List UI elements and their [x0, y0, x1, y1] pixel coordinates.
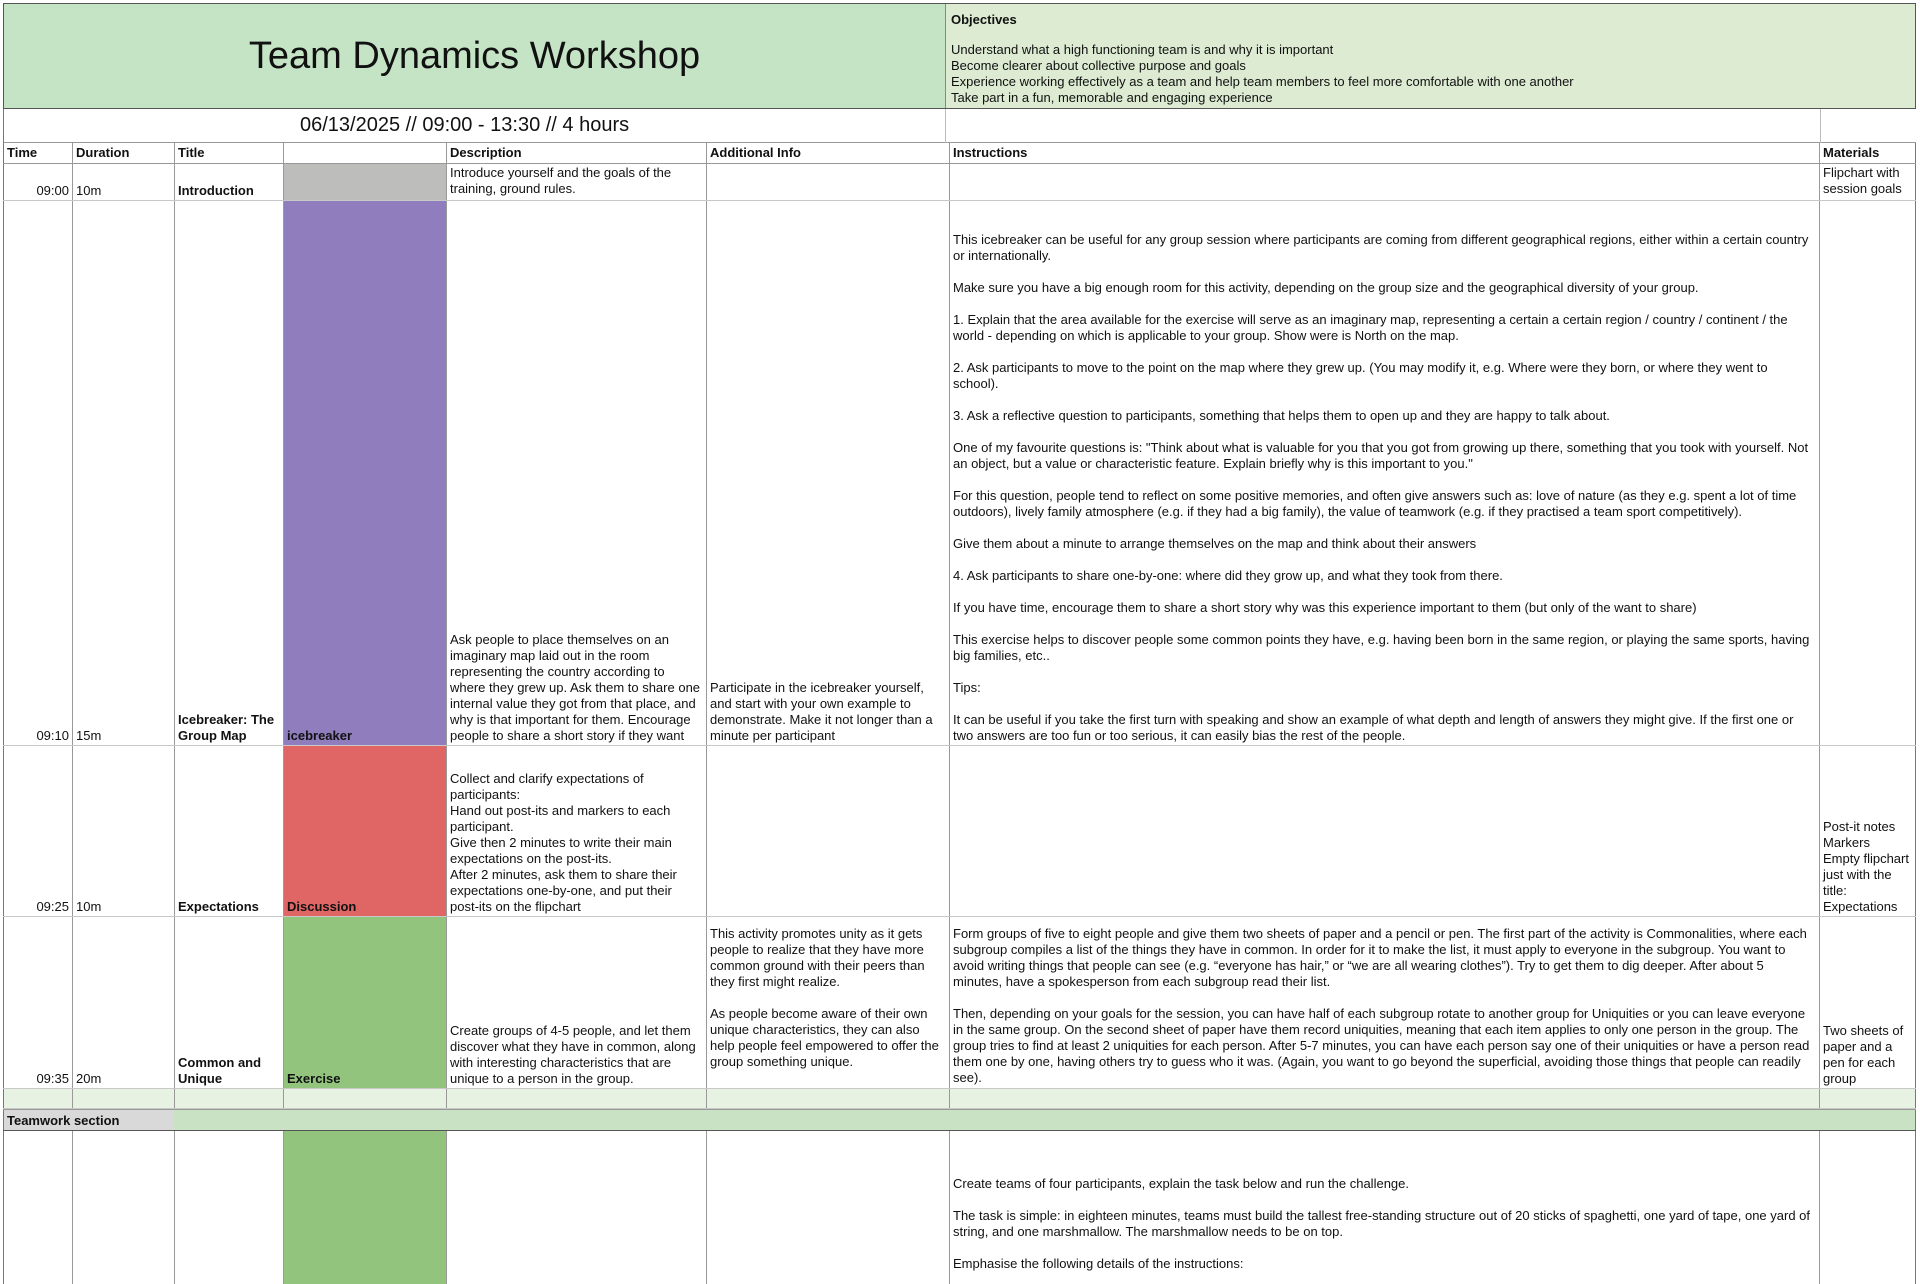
- instruction-paragraph: Make sure you have a big enough room for this activity, depending on the group size and the geographical diversity of your group.: [953, 280, 1699, 295]
- additional-info-paragraph: As people become aware of their own unique characteristics, they can also help people feel empowered to offer the group something unique.: [710, 1006, 939, 1069]
- instruction-paragraph: This exercise helps to discover people some common points they have, e.g. having been born in the same region, or playing the same sports, having big families, etc..: [953, 632, 1810, 663]
- instructions-cell[interactable]: [949, 201, 1819, 745]
- instruction-paragraph: Give them about a minute to arrange themselves on the map and think about their answers: [953, 536, 1477, 551]
- additional-info-cell[interactable]: [706, 746, 949, 916]
- table-row[interactable]: [3, 917, 1916, 1089]
- table-row[interactable]: [3, 1131, 1916, 1284]
- additional-info-cell[interactable]: [706, 917, 949, 1088]
- instruction-paragraph: Emphasise the following details of the instructions:: [953, 1256, 1244, 1271]
- empty-cell: [1819, 1089, 1916, 1108]
- instructions-cell[interactable]: [949, 164, 1819, 200]
- duration-cell[interactable]: 10m: [72, 164, 174, 200]
- col-header-time[interactable]: Time: [3, 143, 72, 163]
- section-label: Teamwork section: [3, 1110, 174, 1130]
- date-line-row: [3, 109, 1916, 143]
- category-cell[interactable]: [283, 1131, 446, 1284]
- time-cell[interactable]: 09:25: [3, 746, 72, 916]
- additional-info-paragraph: This activity promotes unity as it gets people to realize that they have more common ground with their peers than they first might realize.: [710, 926, 925, 989]
- duration-cell[interactable]: 15m: [72, 201, 174, 745]
- section-row[interactable]: [3, 1109, 1916, 1131]
- instruction-paragraph: 1. Explain that the area available for the exercise will serve as an imaginary map, representing a certain a certain region / country / continent / the world - depending on which is applicable to your group. Show were is North on the map.: [953, 312, 1788, 343]
- title-cell[interactable]: Expectations: [174, 746, 283, 916]
- instruction-paragraph: Form groups of five to eight people and give them two sheets of paper and a pencil or pen. The first part of the activity is Commonalities, where each subgroup compiles a list of the things they have in common. In order for it to make the list, it must apply to everyone in the subgroup. You want to avoid writing things that people can see (e.g. “everyone has hair,” or “we are all wearing clothes”). Try to get them to dig deeper. After about 5 minutes, have a spokesperson from each subgroup read their list.: [953, 926, 1807, 989]
- instruction-paragraph: 2. Ask participants to move to the point on the map where they grew up. (You may modify it, e.g. Where were they born, or where they went to school).: [953, 360, 1768, 391]
- empty-cell: [446, 1089, 706, 1108]
- col-header-materials[interactable]: Materials: [1819, 143, 1916, 163]
- col-header-category[interactable]: [283, 143, 446, 163]
- time-cell[interactable]: 09:00: [3, 164, 72, 200]
- col-header-title[interactable]: Title: [174, 143, 283, 163]
- category-cell[interactable]: icebreaker: [283, 201, 446, 745]
- time-cell[interactable]: [3, 1131, 72, 1284]
- additional-info-cell[interactable]: [706, 1131, 949, 1284]
- empty-cell: [283, 1089, 446, 1108]
- instruction-paragraph: This icebreaker can be useful for any group session where participants are coming from different geographical regions, either within a certain country or internationally.: [953, 232, 1809, 263]
- empty-cell: [949, 1089, 1819, 1108]
- category-cell[interactable]: Discussion: [283, 746, 446, 916]
- table-row[interactable]: [3, 746, 1916, 917]
- duration-cell[interactable]: 20m: [72, 917, 174, 1088]
- instruction-paragraph: It can be useful if you take the first turn with speaking and show an example of what depth and length of answers they might give. If the first one or two answers are too fun or too serious, it can easily bias the rest of the people.: [953, 712, 1794, 743]
- empty-cell: [1819, 1110, 1916, 1130]
- instructions-cell[interactable]: [949, 746, 1819, 916]
- category-cell[interactable]: Exercise: [283, 917, 446, 1088]
- column-header-row: [3, 143, 1916, 164]
- time-cell[interactable]: 09:10: [3, 201, 72, 745]
- empty-cell: [72, 1089, 174, 1108]
- workshop-title: Team Dynamics Workshop: [4, 4, 945, 108]
- additional-info-cell[interactable]: Participate in the icebreaker yourself, and start with your own example to demonstrate. Make it not longer than a minute per participant: [706, 201, 949, 745]
- instructions-cell[interactable]: [949, 917, 1819, 1088]
- empty-cell: [3, 1089, 72, 1108]
- session-date-time: 06/13/2025 // 09:00 - 13:30 // 4 hours: [300, 114, 630, 136]
- instruction-paragraph: Tips:: [953, 680, 981, 695]
- title-cell[interactable]: Common and Unique: [174, 917, 283, 1088]
- duration-cell[interactable]: 10m: [72, 746, 174, 916]
- description-cell[interactable]: Create groups of 4-5 people, and let them discover what they have in common, along with interesting characteristics that are unique to a person in the group.: [446, 917, 706, 1088]
- objective-item: Experience working effectively as a team and help team members to feel more comfortable with one another: [951, 74, 1574, 89]
- materials-cell[interactable]: [1819, 1131, 1916, 1284]
- instruction-paragraph: If you have time, encourage them to share a short story why was this experience important to them (but only of the want to share): [953, 600, 1697, 615]
- description-cell[interactable]: Introduce yourself and the goals of the training, ground rules.: [446, 164, 706, 200]
- description-cell[interactable]: Ask people to place themselves on an imaginary map laid out in the room representing the country according to where they grew up. Ask them to share one internal value they got from that place, and why is that important for them. Encourage people to share a short story if they want: [446, 201, 706, 745]
- objectives-panel: [945, 4, 1915, 108]
- col-header-duration[interactable]: Duration: [72, 143, 174, 163]
- instruction-paragraph: Then, depending on your goals for the session, you can have half of each subgroup rotate to another group for Uniquities or you can leave everyone in the same group. On the second sheet of paper have them record uniquities, meaning that each item applies to only one person in the group. The group tries to find at least 2 uniquities for each person. After 5-7 minutes, you can have each person say one of their uniquities or have a person read them one by one, having others try to guess who it was. (Again, you want to go beyond the superficial, avoiding those things that people can readily see).: [953, 1006, 1810, 1085]
- empty-cell: [174, 1089, 283, 1108]
- table-row[interactable]: [3, 201, 1916, 746]
- table-row[interactable]: [3, 164, 1916, 201]
- header-band: [3, 3, 1916, 109]
- instruction-paragraph: 4. Ask participants to share one-by-one: where did they grow up, and what they took from there.: [953, 568, 1503, 583]
- time-cell[interactable]: 09:35: [3, 917, 72, 1088]
- instruction-paragraph: The task is simple: in eighteen minutes, teams must build the tallest free-standing structure out of 20 sticks of spaghetti, one yard of tape, one yard of string, and one marshmallow. The marshmallow needs to be on top.: [953, 1208, 1811, 1239]
- instructions-cell[interactable]: [949, 1131, 1819, 1284]
- materials-cell[interactable]: Two sheets of paper and a pen for each group: [1819, 917, 1916, 1088]
- materials-cell[interactable]: Flipchart with session goals: [1819, 164, 1916, 200]
- category-cell[interactable]: [283, 164, 446, 200]
- col-header-additional-info[interactable]: Additional Info: [706, 143, 949, 163]
- empty-cell: [706, 1089, 949, 1108]
- objectives-heading: Objectives: [951, 12, 1017, 27]
- additional-info-cell[interactable]: [706, 164, 949, 200]
- title-cell[interactable]: Icebreaker: The Group Map: [174, 201, 283, 745]
- col-header-description[interactable]: Description: [446, 143, 706, 163]
- objective-item: Become clearer about collective purpose and goals: [951, 58, 1246, 73]
- spacer-row: [3, 1089, 1916, 1109]
- title-cell[interactable]: Introduction: [174, 164, 283, 200]
- objective-item: Take part in a fun, memorable and engaging experience: [951, 90, 1273, 105]
- materials-cell[interactable]: Post-it notes Markers Empty flipchart just with the title: Expectations: [1819, 746, 1916, 916]
- col-header-instructions[interactable]: Instructions: [949, 143, 1819, 163]
- instruction-paragraph: 3. Ask a reflective question to participants, something that helps them to open up and they are happy to talk about.: [953, 408, 1610, 423]
- objective-item: Understand what a high functioning team is and why it is important: [951, 42, 1334, 57]
- description-cell[interactable]: [446, 1131, 706, 1284]
- description-cell[interactable]: Collect and clarify expectations of participants: Hand out post-its and markers to each participant. Give then 2 minutes to write their main expectations on the post-its. After 2 minutes, ask them to share their expectations one-by-one, and put their post-its on the flipchart: [446, 746, 706, 916]
- title-cell[interactable]: [174, 1131, 283, 1284]
- instruction-paragraph: For this question, people tend to reflect on some positive memories, and often give answers such as: love of nature (as they e.g. spent a lot of time outdoors), lively family atmosphere (e.g. if they had a big family), the value of teamwork (e.g. if they practised a team sport competitively).: [953, 488, 1797, 519]
- instruction-paragraph: One of my favourite questions is: "Think about what is valuable for you that you got from growing up there, something that you took with yourself. Not an object, but a value or characteristic feature. Explain briefly why is this important to you.": [953, 440, 1809, 471]
- duration-cell[interactable]: [72, 1131, 174, 1284]
- materials-cell[interactable]: [1819, 201, 1916, 745]
- instruction-paragraph: Create teams of four participants, explain the task below and run the challenge.: [953, 1176, 1409, 1191]
